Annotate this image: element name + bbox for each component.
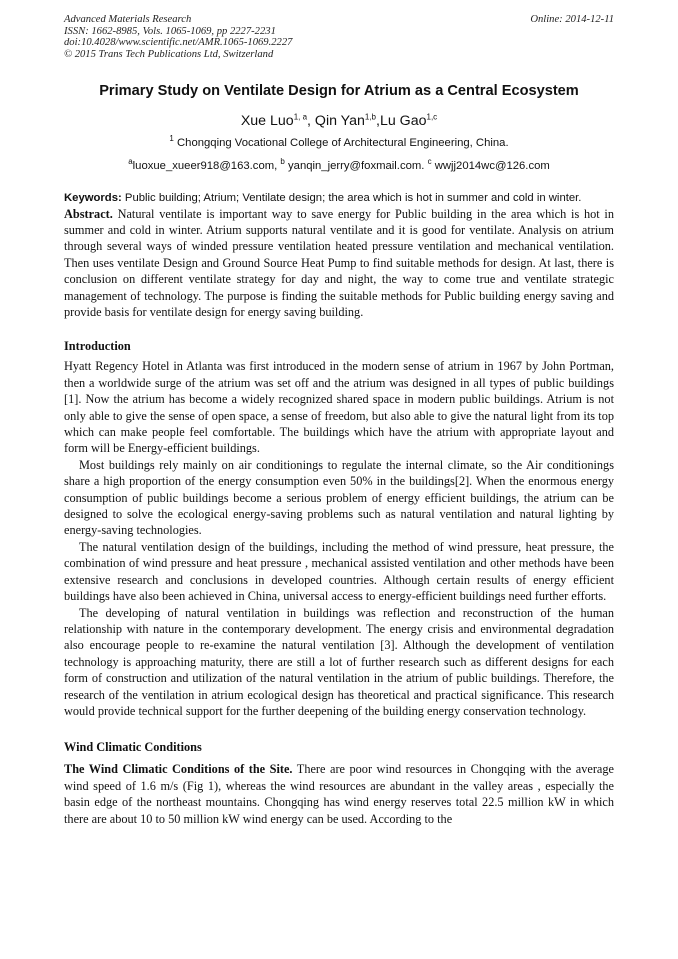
copyright-line: © 2015 Trans Tech Publications Ltd, Switzerland	[64, 48, 274, 60]
online-date: Online: 2014-12-11	[530, 14, 614, 25]
journal-name: Advanced Materials Research	[64, 14, 192, 25]
author-name: Qin Yan	[314, 113, 365, 130]
abstract	[64, 206, 614, 321]
keywords-label: Keywords:	[64, 192, 122, 205]
author-sup: 1,b	[364, 112, 376, 122]
author-list: Xue Luo$^{1, a}$, Qin Yan$^{1,b}$,Lu Gao$^{1,c}$	[240, 112, 438, 130]
keywords	[64, 191, 614, 205]
wind-lead: The Wind Climatic Conditions of the Site.	[64, 762, 293, 777]
header-row	[64, 14, 614, 26]
intro-paragraph-4: The developing of natural ventilation in buildings was reflection and reconstruction of the human relationship with nature in the contemporary development. The energy crisis and environmental degradation also encourage people to re-examine the natural ventilation [3]. Although the development of ventilation technology is approaching maturity, there are still a lot of further research such as different designs for each form of construction and utilization of the natural ventilation in the atrium of public buildings. Therefore, the research of the ventilation in atrium ecological design has theoretical and practical significance. This research would provide technical support for the further deepening of the building energy conservation technology.	[64, 605, 614, 718]
wind-paragraph	[64, 761, 614, 827]
email-link: yanqin_jerry@foxmail.com.	[288, 160, 425, 173]
email-link: wwjj2014wc@126.com	[434, 160, 550, 173]
intro-paragraph-2: Most buildings rely mainly on air conditionings to regulate the internal climate, so the Air conditionings share a high proportion of the energy consumption even 50% in the buildings[2]. When the enormous energy consumption of public buildings become a serious problem of energy efficient buildings, the atrium can be designed to solve the ecological energy-saving problems such as natural ventilation and natural lighting by energy-saving technologies.	[64, 457, 614, 538]
author-name: Lu Gao	[379, 113, 427, 130]
intro-paragraph-3: The natural ventilation design of the buildings, including the method of wind pressure, heat pressure, the combination of wind pressure and heat pressure , mechanical assisted ventilation and other methods have been extensive research and conclusions in developed countries. Although certain results of energy efficient buildings have also been achieved in China, universal access to energy-efficient buildings need further efforts.	[64, 539, 614, 604]
author-name: Xue Luo	[240, 113, 294, 130]
email-sup: c	[427, 157, 432, 167]
affiliation	[64, 136, 614, 150]
paper-page	[64, 14, 614, 827]
abstract-text: Natural ventilate is important way to save energy for Public building in the area which is hot in summer and cold in winter. Atrium supports natural ventilate and it is good for ventilate. Analysis on atrium through several ways of winded pressure ventilation heated pressure ventilation and mechanical ventilation. Then uses ventilate Design and Ground Source Heat Pump to find suitable methods for design. At last, there is conclusion on different ventilate strategy for day and night, the way to come true and ventilate strategic management of technology. The purpose is finding the suitable methods for Public building energy saving and provide basis for ventilate design for energy saving building.	[64, 206, 614, 320]
author-sup: 1, a	[293, 112, 308, 122]
affiliation-text: Chongqing Vocational College of Architectural Engineering, China.	[177, 137, 509, 150]
wind-heading: Wind Climatic Conditions	[64, 740, 202, 755]
affiliation-sup: 1	[169, 134, 174, 144]
paper-title: Primary Study on Ventilate Design for Atrium as a Central Ecosystem	[99, 83, 579, 100]
author-sup: 1,c	[426, 112, 438, 122]
email-sup: a	[128, 157, 133, 167]
email-list	[64, 159, 614, 173]
keywords-text: Public building; Atrium; Ventilate design; the area which is hot in summer and cold in winter.	[124, 192, 582, 205]
doi-line: doi:10.4028/www.scientific.net/AMR.1065-1069.2227	[64, 37, 293, 49]
intro-paragraph-1: Hyatt Regency Hotel in Atlanta was first introduced in the modern sense of atrium in 1967 by John Portman, then a worldwide surge of the atrium was set off and the atrium was designed in all types of public buildings [1]. Now the atrium has become a widely recognized shared space in modern public buildings. Atrium is not only able to give the sense of open space, a sense of freedom, but also able to give the natural light from its top which can make people feel comfortable. The buildings which have the atrium with appropriate layout and form will be Energy-efficient buildings.	[64, 359, 614, 456]
abstract-label: Abstract.	[64, 206, 113, 221]
issn-line: ISSN: 1662-8985, Vols. 1065-1069, pp 2227-2231	[64, 25, 276, 37]
introduction-heading: Introduction	[64, 339, 131, 354]
wind-text: There are poor wind resources in Chongqing with the average wind speed of 1.6 m/s (Fig 1), whereas the wind resources are abundant in the valley areas , especially the basin edge of the northeast mountains. Chongqing has wind energy reserves total 22.5 million kW in which there are about 10 to 50 million kW wind energy can be used. According to the	[64, 762, 614, 826]
email-link: luoxue_xueer918@163.com,	[132, 160, 278, 173]
email-sup: b	[280, 157, 285, 167]
